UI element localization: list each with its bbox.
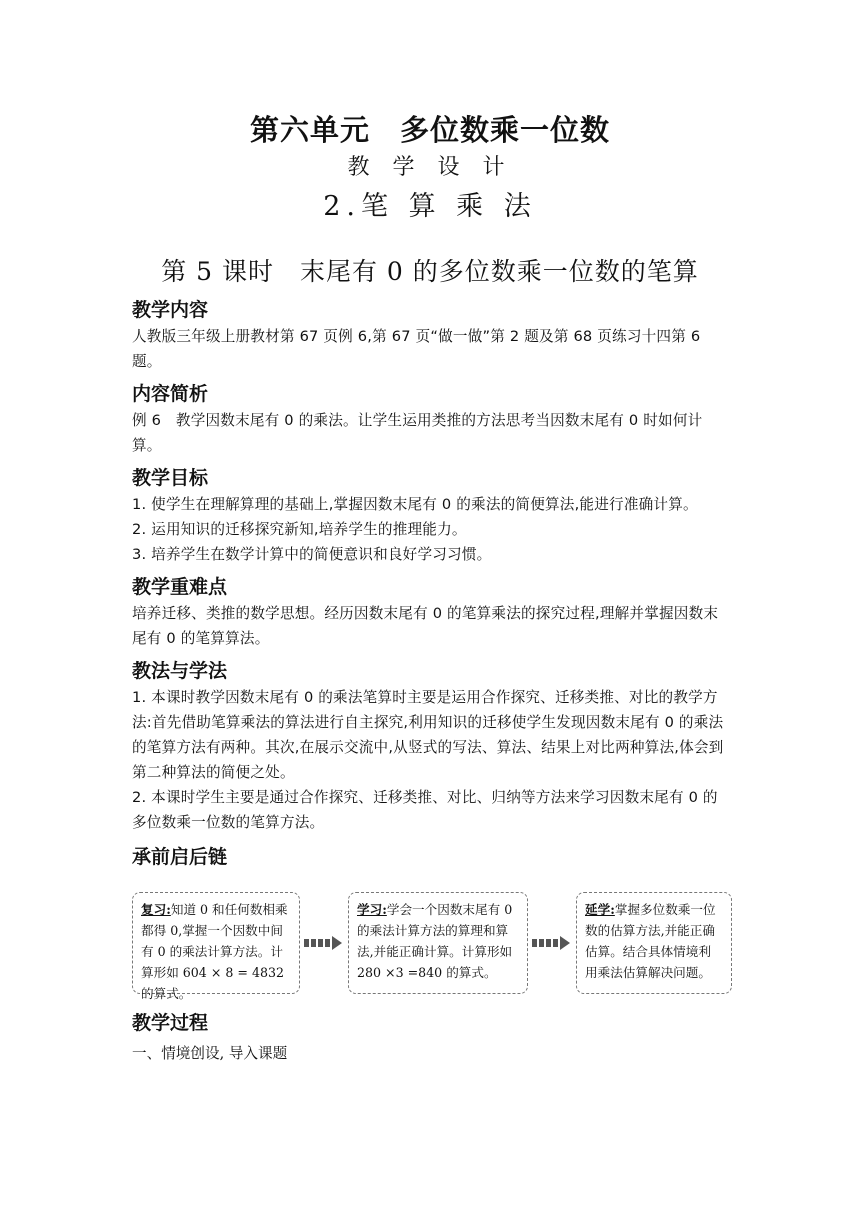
chain-text-review: 知道 0 和任何数相乘都得 0,掌握一个因数中间有 0 的乘法计算方法。计算形如 604 × 8 = 4832 的算式。: [141, 902, 288, 1001]
process-step-1: 一、情境创设, 导入课题: [132, 1045, 288, 1062]
method-item-2: 2. 本课时学生主要是通过合作探究、迁移类推、对比、归纳等方法来学习因数末尾有 0 的多位数乘一位数的笔算方法。: [132, 789, 718, 831]
heading-process: 教学过程: [132, 1012, 209, 1034]
unit-title: 第六单元 多位数乘一位数: [249, 113, 610, 147]
chain-text-learn: 学会一个因数末尾有 0 的乘法计算方法的算理和算法,并能正确计算。计算形如 280 ×3 =840 的算式。: [357, 902, 513, 980]
goal-item-3: 3. 培养学生在数学计算中的简便意识和良好学习习惯。: [132, 546, 492, 563]
heading-goals: 教学目标: [132, 467, 209, 489]
heading-chain: 承前启后链: [132, 846, 228, 868]
lesson-body: [132, 296, 732, 871]
knowledge-chain: [132, 892, 732, 1001]
chain-label-extend: 延学:: [585, 902, 615, 917]
design-subtitle: 教 学 设 计: [347, 155, 513, 180]
chain-box-learn: [348, 892, 528, 994]
heading-analysis: 内容简析: [132, 383, 209, 405]
heading-key-points: 教学重难点: [132, 576, 228, 598]
heading-content: 教学内容: [132, 299, 209, 321]
chain-text-extend: 掌握多位数乘一位数的估算方法,并能正确估算。结合具体情境利用乘法估算解决问题。: [585, 902, 716, 980]
heading-methods: 教法与学法: [132, 660, 228, 682]
method-item-1: 1. 本课时教学因数末尾有 0 的乘法笔算时主要是运用合作探究、迁移类推、对比的教学方法:首先借助笔算乘法的算法进行自主探究,利用知识的迁移使学生发现因数末尾有 0 的乘法的笔算方法有两种。其次,在展示交流中,从竖式的写法、算法、结果上对比两种算法,体会到第二种算法的简便之处。: [132, 689, 724, 781]
key-points-text: 培养迁移、类推的数学思想。经历因数末尾有 0 的笔算乘法的探究过程,理解并掌握因数末尾有 0 的笔算算法。: [132, 605, 719, 647]
analysis-text: 例 6 教学因数末尾有 0 的乘法。让学生运用类推的方法思考当因数末尾有 0 时如何计算。: [132, 412, 703, 454]
chain-box-extend: [576, 892, 732, 994]
chain-label-learn: 学习:: [357, 902, 387, 917]
section-title: 2.笔 算 乘 法: [323, 191, 537, 222]
arrow-right-icon: [532, 936, 570, 950]
chain-box-review: [132, 892, 300, 1001]
arrow-right-icon: [304, 936, 342, 950]
content-text: 人教版三年级上册教材第 67 页例 6,第 67 页“做一做”第 2 题及第 68 页练习十四第 6 题。: [132, 328, 701, 370]
goal-item-2: 2. 运用知识的迁移探究新知,培养学生的推理能力。: [132, 521, 467, 538]
chain-label-review: 复习:: [141, 902, 171, 917]
lesson-title: 第 5 课时 末尾有 0 的多位数乘一位数的笔算: [161, 257, 699, 286]
goal-item-1: 1. 使学生在理解算理的基础上,掌握因数末尾有 0 的乘法的简便算法,能进行准确计算。: [132, 496, 698, 513]
